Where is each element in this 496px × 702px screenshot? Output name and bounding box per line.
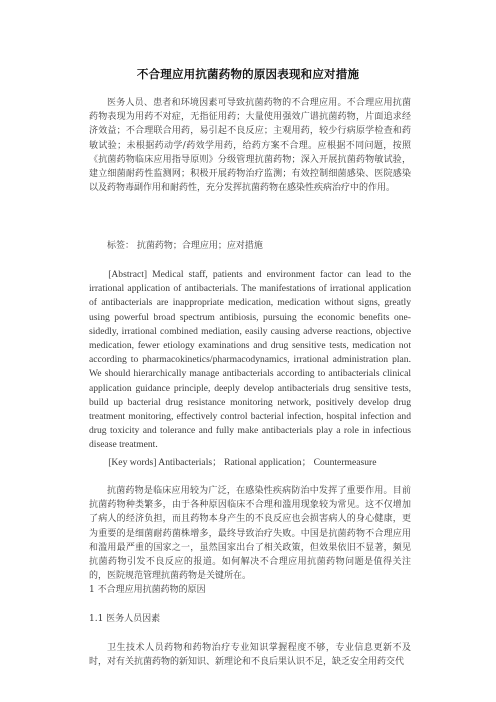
intro-paragraph: 抗菌药物是临床应用较为广泛，在感染性疾病防治中发挥了重要作用。目前抗菌药物种类繁多，由于各种原因临床不合理和滥用现象较为常见。这不仅增加了病人的经济负担，而且药物本身产生的不良反应也会损害病人的身心健康，更为重要的是细菌耐药菌株增多，最终导致治疗失败。中国是抗菌药物不合理应用和滥用最严重的国家之一，虽然国家出台了相关政策，但效果依旧不显著，频见抗菌药物引发不良反应的报道。如何解决不合理应用抗菌药物问题是值得关注的，医院规范管理抗菌药物是关键所在。 xyxy=(89,486,411,582)
section-heading-1: 1 不合理应用抗菌药物的原因 xyxy=(89,585,206,595)
abstract-chinese: 医务人员、患者和环境因素可导致抗菌药物的不合理应用。不合理应用抗菌药物表现为用药不对症，无指征用药；大量使用强效广谱抗菌药物，片面追求经济效益；不合理联合用药，易引起不良反应；主观用药，较少行病原学检查和药敏试验；未根据药动学/药效学用药，给药方案不合理。应根据不同问题，按照《抗菌药物临床应用指导原则》分级管理抗菌药物；深入开展抗菌药物敏试验，建立细菌耐药性监测网；积极开展药物治疗监测；有效控制细菌感染、医院感染以及药物毒副作用和耐药性，充分发挥抗菌药物在感染性疾病治疗中的作用。 xyxy=(89,98,411,194)
keywords-english: [Key words] Antibacterials； Rational application； Countermeasure xyxy=(108,457,377,468)
section-1-1-paragraph: 卫生技术人员药物和药物治疗专业知识掌握程度不够，专业信息更新不及时，对有关抗菌药物的新知识、新理论和不良后果认识不足，缺乏安全用药交代 xyxy=(89,643,411,668)
paper-title: 不合理应用抗菌药物的原因表现和应对措施 xyxy=(136,67,360,81)
section-heading-1-1: 1.1 医务人员因素 xyxy=(89,614,161,624)
abstract-english: [Abstract] Medical staff, patients and environment factor can lead to the irrational application of antibacterials. The manifestations of irrational application of antibacterials are inappropriate medication, medication without signs, greatly using powerful broad spectrum antibiosis, pursuing the economic benefits one-sidedly, irrational combined mediation, easily causing adverse reactions, objective medication, fewer etiology examinations and drug sensitive tests, medication not according to pharmacokinetics/pharmacodynamics, irrational administration plan. We should hierarchically manage antibacterials according to antibacterials clinical application guidance principle, deeply develop antibacterials drug sensitive tests, build up bacterial drug resistance monitoring network, positively develop drug treatment monitoring, effectively control bacterial infection, hospital infection and drug toxicity and tolerance and fully make antibacterials play a role in infectious disease treatment. xyxy=(89,269,411,451)
keywords-chinese: 标签： 抗菌药物；合理应用；应对措施 xyxy=(107,241,263,251)
